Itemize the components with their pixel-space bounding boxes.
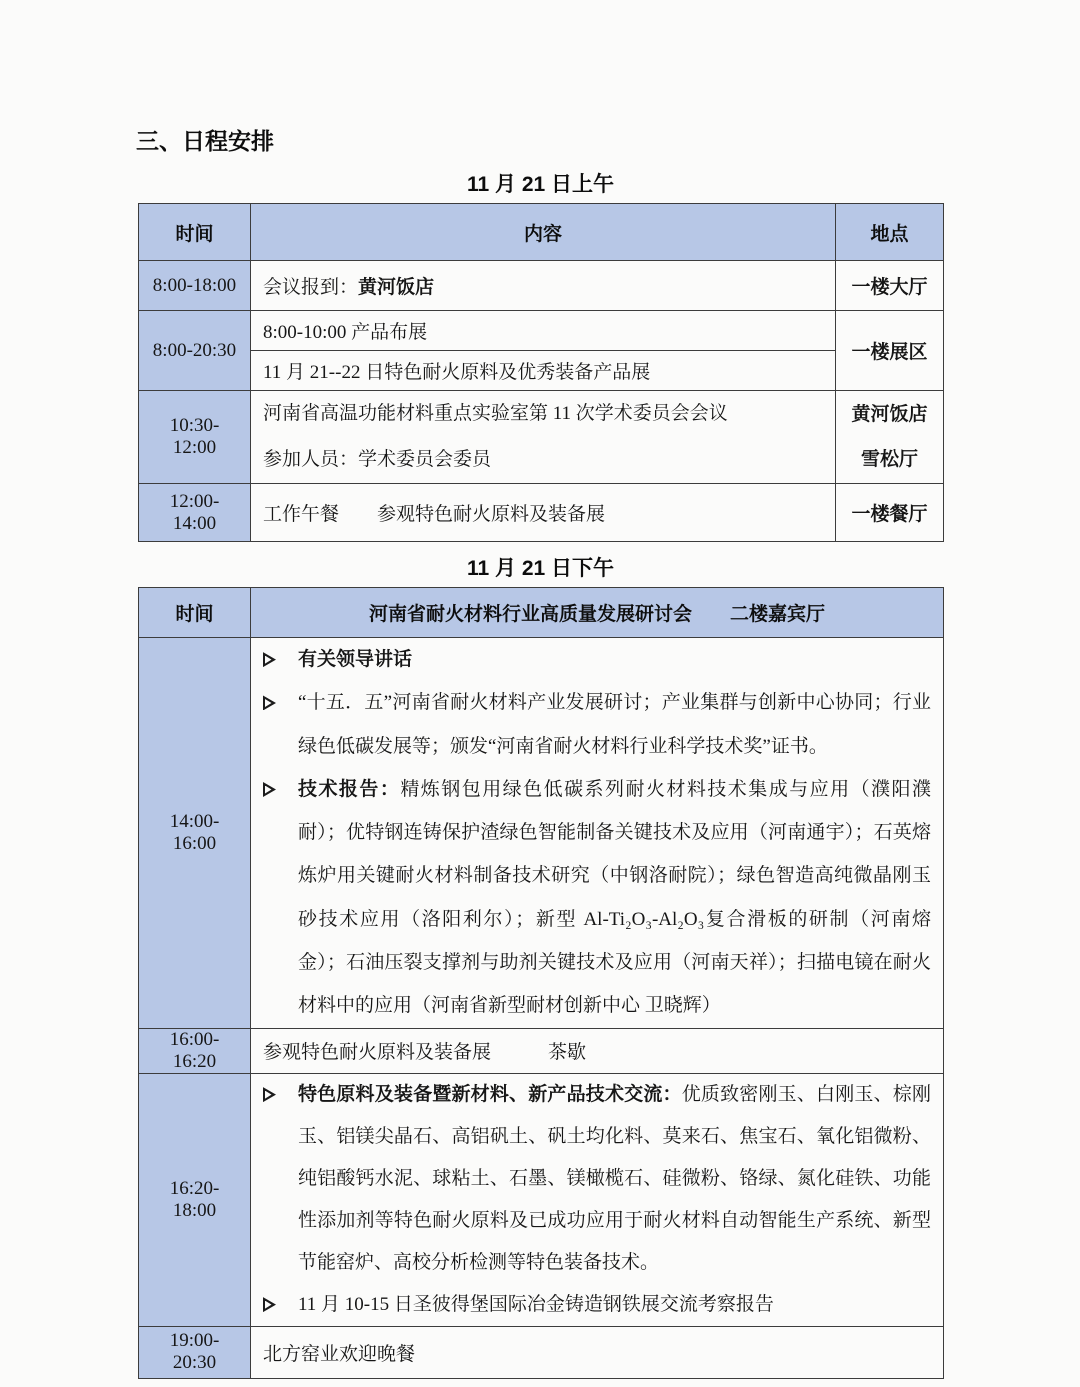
location-cell: 一楼展区 xyxy=(836,311,944,391)
arrowhead-bullet-icon xyxy=(263,1074,298,1116)
content-cell: 北方窑业欢迎晚餐 xyxy=(251,1326,944,1378)
content-cell xyxy=(251,391,836,484)
content-text: 会议报到： xyxy=(263,277,359,298)
content-line: 参加人员：学术委员会委员 xyxy=(263,449,492,470)
time-column-header: 时间 xyxy=(139,204,251,261)
arrowhead-bullet-icon xyxy=(263,768,298,811)
agenda-item-text: 技术报告：精炼钢包用绿色低碳系列耐火材料技术集成与应用（濮阳濮耐）；优特钢连铸保护渣绿色智能制备关键技术及应用（河南通宇）；石英熔炼炉用关键耐火材料制备技术研究（中钢洛耐院）；绿色智造高纯微晶刚玉砂技术应用（洛阳利尔）；新型 Al-Ti₂O₃-Al₂O₃复合滑板的研制（河南熔金）；石油压裂支撑剂与助剂关键技术及应用（河南天祥）；扫描电镜在耐火材料中的应用（河南省新型耐材创新中心 卫晓辉） xyxy=(298,778,931,1017)
table-header-row xyxy=(139,204,944,261)
morning-schedule-table xyxy=(138,203,944,542)
arrowhead-bullet-icon xyxy=(263,681,298,724)
location-line: 黄河饭店 xyxy=(851,404,928,425)
agenda-item-text: 特色原料及装备暨新材料、新产品技术交流：优质致密刚玉、白刚玉、棕刚玉、铝镁尖晶石、高铝矾土、矾土均化料、莫来石、焦宝石、氧化铝微粉、纯铝酸钙水泥、球粘土、石墨、镁橄榄石、硅微粉、铬绿、氮化硅铁、功能性添加剂等特色耐火原料及已成功应用于耐火材料自动智能生产系统、新型节能窑炉、高校分析检测等特色装备技术。 xyxy=(298,1083,931,1273)
content-cell xyxy=(251,261,836,311)
time-cell: 10:30-12:00 xyxy=(139,391,251,484)
content-cell: 工作午餐 参观特色耐火原料及装备展 xyxy=(251,484,836,542)
section-heading: 三、日程安排 xyxy=(136,128,274,154)
content-line: 河南省高温功能材料重点实验室第 11 次学术委员会会议 xyxy=(263,403,728,424)
arrowhead-bullet-icon xyxy=(263,1284,298,1326)
content-cell xyxy=(251,1073,944,1326)
afternoon-table-title: 11 月 21 日下午 xyxy=(466,557,615,580)
table-row xyxy=(139,351,944,391)
time-column-header: 时间 xyxy=(139,588,251,638)
afternoon-schedule-table xyxy=(138,587,944,1379)
agenda-item xyxy=(263,681,931,768)
agenda-item xyxy=(263,1284,931,1326)
content-cell: 11 月 21--22 日特色耐火原料及优秀装备产品展 xyxy=(251,351,836,391)
time-cell: 16:00-16:20 xyxy=(139,1028,251,1073)
agenda-item-text: 有关领导讲话 xyxy=(298,649,413,670)
location-cell: 一楼餐厅 xyxy=(836,484,944,542)
afternoon-session-header: 河南省耐火材料行业高质量发展研讨会 二楼嘉宾厅 xyxy=(251,588,944,638)
table-row xyxy=(139,1073,944,1326)
time-cell: 19:00-20:30 xyxy=(139,1326,251,1378)
agenda-item xyxy=(263,768,931,1028)
arrowhead-bullet-icon xyxy=(263,638,298,681)
time-cell: 8:00-18:00 xyxy=(139,261,251,311)
table-row xyxy=(139,638,944,1029)
location-column-header: 地点 xyxy=(836,204,944,261)
location-cell xyxy=(836,391,944,484)
content-cell: 8:00-10:00 产品布展 xyxy=(251,311,836,351)
location-line: 雪松厅 xyxy=(860,449,918,470)
table-row xyxy=(139,1326,944,1378)
time-cell: 8:00-20:30 xyxy=(139,311,251,391)
content-text-bold: 黄河饭店 xyxy=(358,277,435,298)
table-row xyxy=(139,391,944,484)
morning-table-title: 11 月 21 日上午 xyxy=(466,173,615,196)
table-header-row xyxy=(139,588,944,638)
agenda-item xyxy=(263,638,931,681)
location-cell: 一楼大厅 xyxy=(836,261,944,311)
time-cell: 14:00-16:00 xyxy=(139,638,251,1029)
agenda-item-text: 11 月 10-15 日圣彼得堡国际冶金铸造钢铁展交流考察报告 xyxy=(298,1293,774,1315)
time-cell: 16:20-18:00 xyxy=(139,1073,251,1326)
content-cell: 参观特色耐火原料及装备展 茶歇 xyxy=(251,1028,944,1073)
table-row xyxy=(139,311,944,351)
agenda-item-text: “十五．五”河南省耐火材料产业发展研讨；产业集群与创新中心协同；行业绿色低碳发展等；颁发“河南省耐火材料行业科学技术奖”证书。 xyxy=(298,692,931,757)
content-column-header: 内容 xyxy=(251,204,836,261)
content-cell xyxy=(251,638,944,1029)
table-row xyxy=(139,1028,944,1073)
time-cell: 12:00-14:00 xyxy=(139,484,251,542)
table-row xyxy=(139,484,944,542)
agenda-item xyxy=(263,1074,931,1284)
table-row xyxy=(139,261,944,311)
